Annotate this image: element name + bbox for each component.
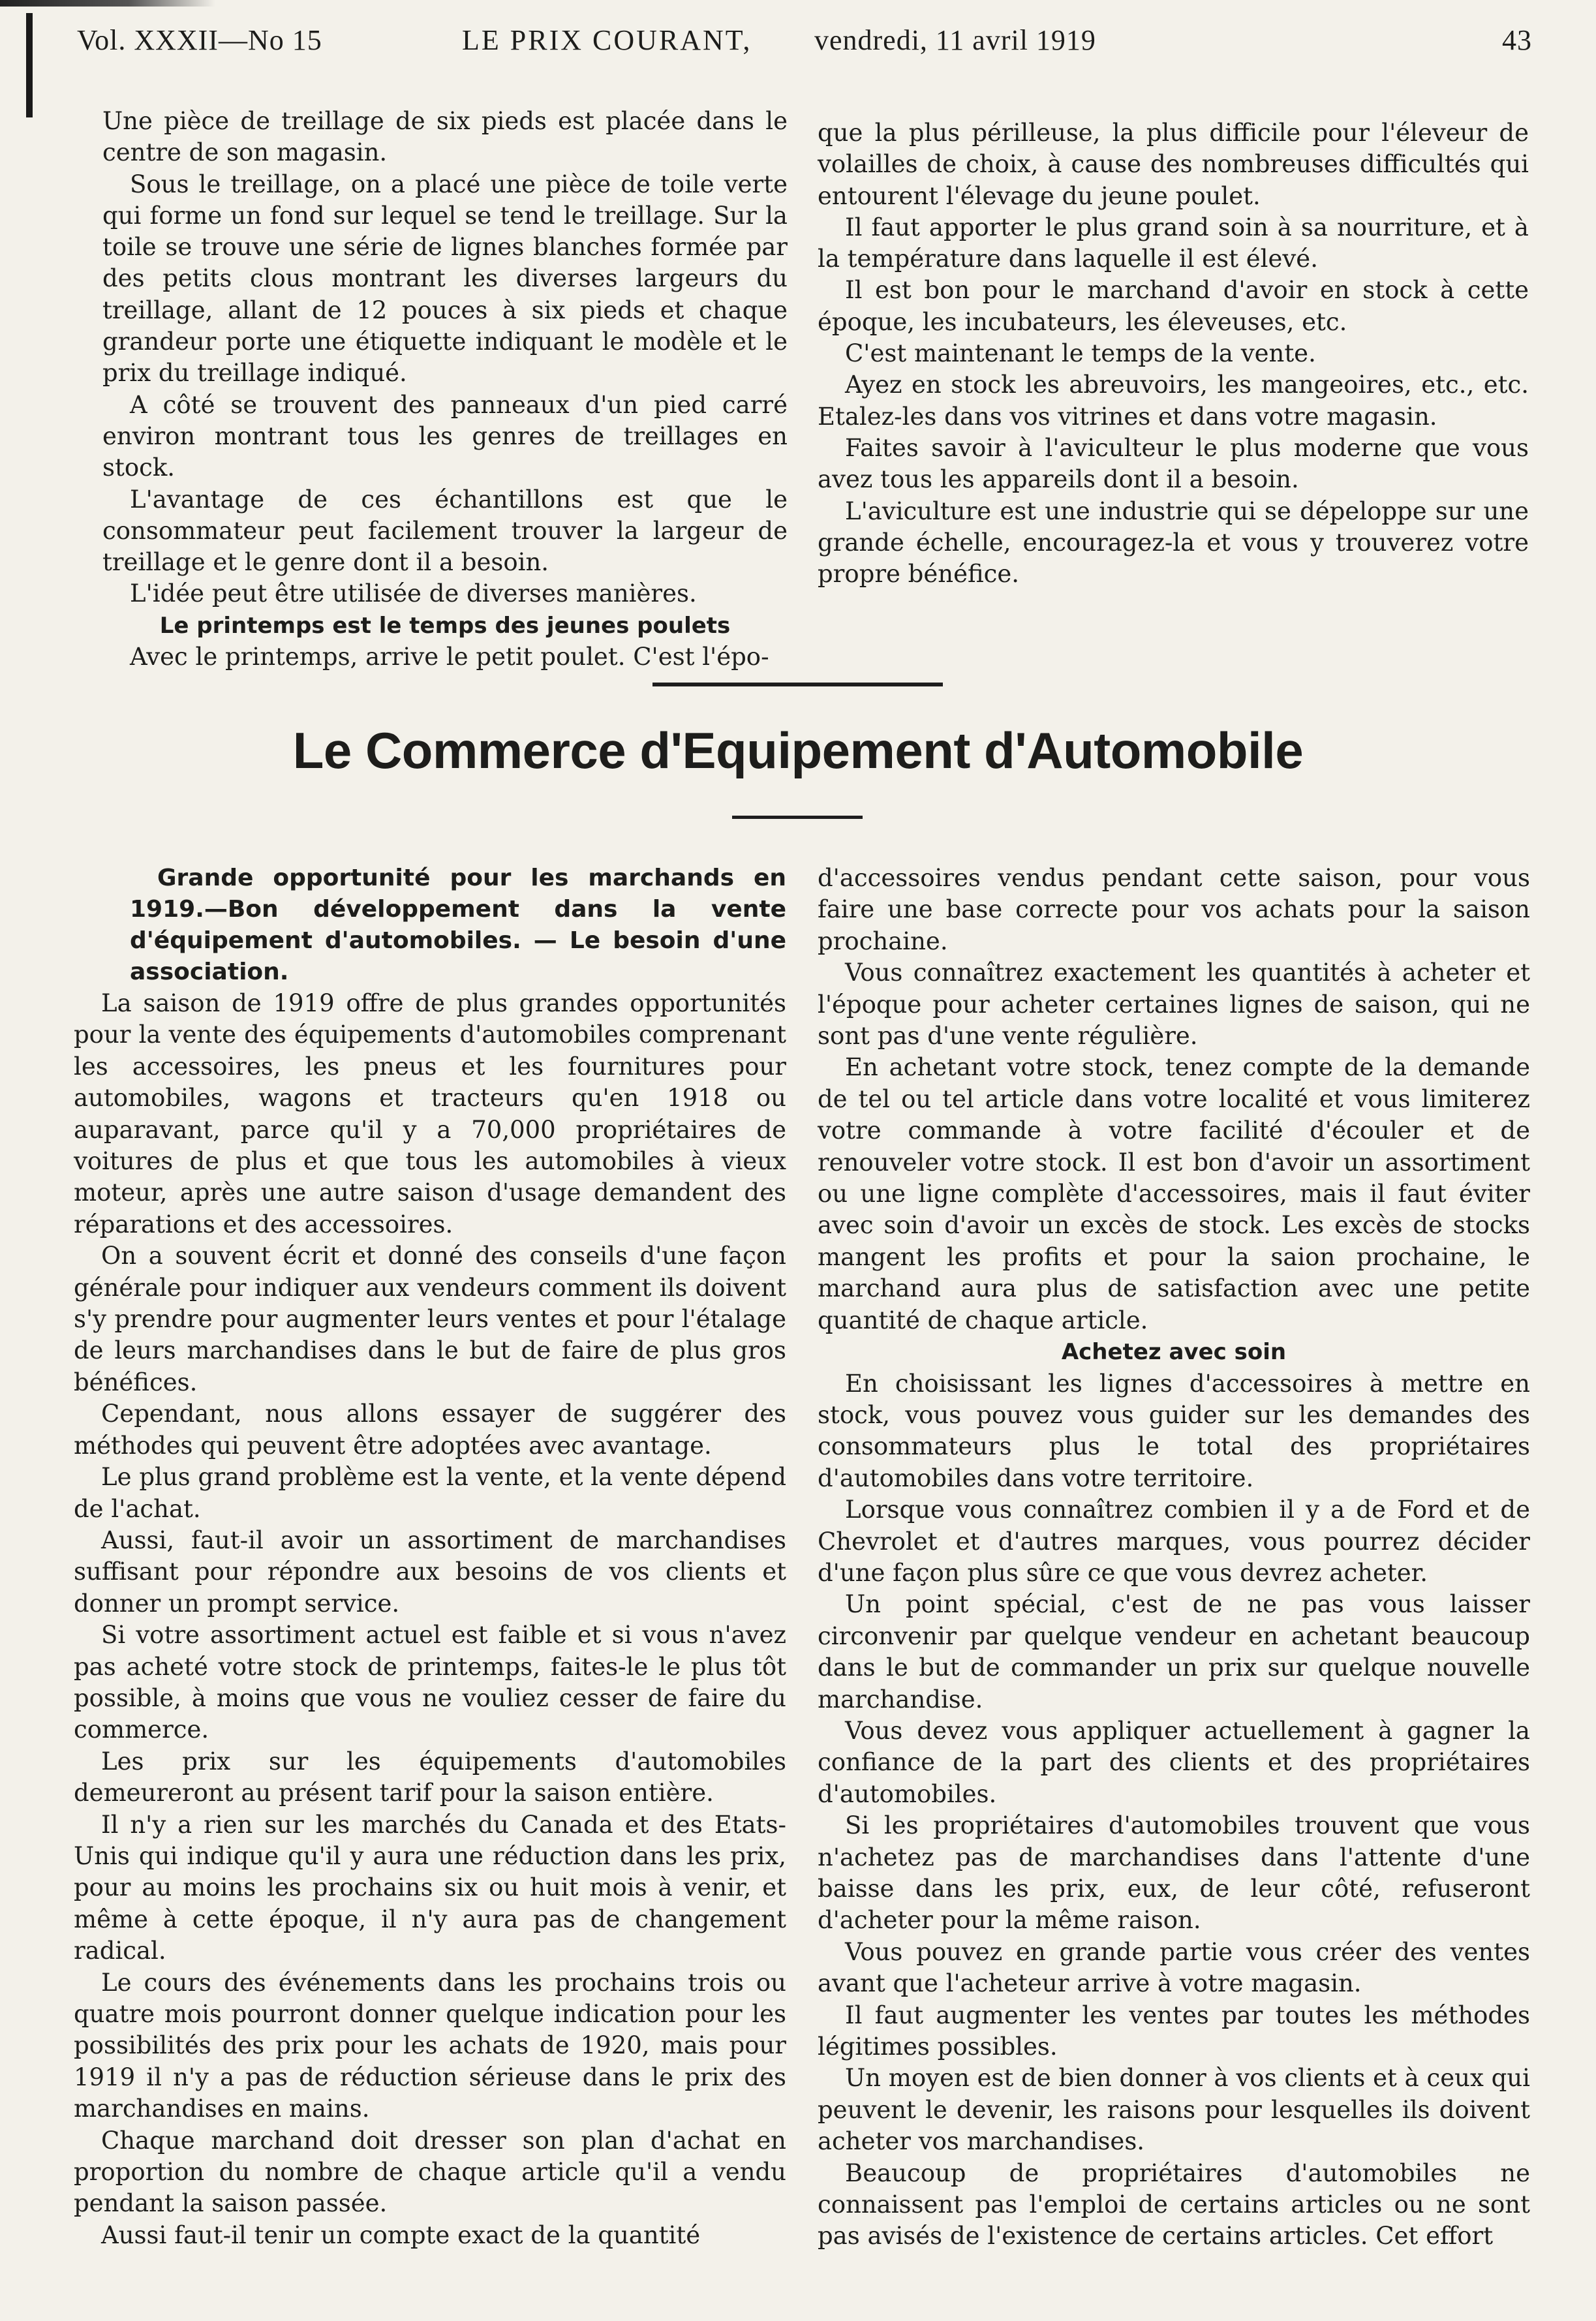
paragraph: Un moyen est de bien donner à vos clients et à ceux qui peuvent le devenir, les raisons pour lesquelles ils doivent acheter vos marchandises. <box>818 2064 1530 2156</box>
paragraph: d'accessoires vendus pendant cette saison, pour vous faire une base correcte pour vos achats pour la saison prochaine. <box>818 864 1530 955</box>
paragraph: Si les propriétaires d'automobiles trouvent que vous n'achetez pas de marchandises dans l'attente d'une baisse dans les prix, eux, de leur côté, refuseront d'acheter pour la même raison. <box>818 1811 1530 1935</box>
top-article-right-column <box>818 117 1529 590</box>
newspaper-title: LE PRIX COURANT, <box>462 24 752 56</box>
paragraph: Le cours des événements dans les prochains trois ou quatre mois pourront donner quelque indication pour les possibilités des prix pour les achats de 1920, mais pour 1919 il n'y a pas de réduction sérieuse dans le prix des marchandises en mains. <box>74 1968 786 2123</box>
paragraph: L'avantage de ces échantillons est que le consommateur peut facilement trouver la largeur de treillage et le genre dont il a besoin. <box>102 485 788 577</box>
issue-date: vendredi, 11 avril 1919 <box>814 24 1096 56</box>
paragraph: En choisissant les lignes d'accessoires à mettre en stock, vous pouvez vous guider sur les demandes des consommateurs plus le total des propriétaires d'automobiles dans votre territoire. <box>818 1369 1530 1492</box>
paragraph: Avec le printemps, arrive le petit poulet. C'est l'épo- <box>130 643 769 671</box>
main-article-left-column <box>74 863 786 2251</box>
paragraph: Aussi faut-il tenir un compte exact de la quantité <box>101 2221 701 2249</box>
paragraph: En achetant votre stock, tenez compte de la demande de tel ou tel article dans votre localité et vous limiterez votre commande à votre facilité d'écouler et de renouveler votre stock. Il est bon d'avoir un assortiment ou une ligne complète d'accessoires, mais il faut éviter avec soin d'avoir un excès de stock. Les excès de stocks mangent les profits et pour la saion prochaine, le marchand aura plus de satisfaction avec une petite quantité de chaque article. <box>818 1053 1530 1334</box>
paragraph: Une pièce de treillage de six pieds est placée dans le centre de son magasin. <box>102 107 788 167</box>
title-rule-bottom <box>732 816 863 819</box>
paragraph: Vous devez vous appliquer actuellement à gagner la confiance de la part des clients et des propriétaires d'automobiles. <box>818 1716 1530 1808</box>
paragraph: Beaucoup de propriétaires d'automobiles ne connaissent pas l'emploi de certains articles ou ne sont pas avisés de l'existence de certains articles. Cet effort <box>818 2159 1530 2251</box>
paragraph: Cependant, nous allons essayer de suggérer des méthodes qui peuvent être adoptées avec avantage. <box>74 1400 786 1460</box>
paragraph: On a souvent écrit et donné des conseils d'une façon générale pour indiquer aux vendeurs comment ils doivent s'y prendre pour augmenter leurs ventes et pour l'étalage de leurs marchandises dans le but de faire de plus gros bénéfices. <box>74 1242 786 1396</box>
page-header <box>77 23 1532 69</box>
volume-number: Vol. XXXII—No 15 <box>77 24 322 56</box>
paragraph: Aussi, faut-il avoir un assortiment de marchandises suffisant pour répondre aux besoins de vos clients et donner un prompt service. <box>74 1526 786 1618</box>
section-subheading: Achetez avec soin <box>1061 1339 1287 1366</box>
page-number: 43 <box>1502 24 1532 56</box>
paragraph: L'idée peut être utilisée de diverses manières. <box>130 579 697 608</box>
title-rule-top <box>652 683 943 686</box>
paragraph: Lorsque vous connaîtrez combien il y a de Ford et de Chevrolet et d'autres marques, vous pourrez décider d'une façon plus sûre ce que vous devrez acheter. <box>818 1496 1530 1587</box>
paragraph: que la plus périlleuse, la plus difficile pour l'éleveur de volailles de choix, à cause des nombreuses difficultés qui entourent l'élevage du jeune poulet. <box>818 119 1529 210</box>
paragraph: Le plus grand problème est la vente, et la vente dépend de l'achat. <box>74 1463 786 1523</box>
paragraph: Les prix sur les équipements d'automobiles demeureront au présent tarif pour la saison entière. <box>74 1747 786 1807</box>
paragraph: L'aviculture est une industrie qui se dépeloppe sur une grande échelle, encouragez-la et vous y trouverez votre propre bénéfice. <box>818 497 1529 589</box>
paragraph: Il faut augmenter les ventes par toutes les méthodes légitimes possibles. <box>818 2001 1530 2061</box>
main-article-right-column <box>818 863 1530 2252</box>
section-subheading: Le printemps est le temps des jeunes poulets <box>159 612 731 639</box>
article-headline: Grande opportunité pour les marchands en 1919.—Bon développement dans la vente d'équipement d'automobiles. — Le besoin d'une association. <box>130 865 786 985</box>
paragraph: Il est bon pour le marchand d'avoir en stock à cette époque, les incubateurs, les éleveuses, etc. <box>818 276 1529 336</box>
paragraph: La saison de 1919 offre de plus grandes opportunités pour la vente des équipements d'automobiles comprenant les accessoires, les pneus et les fournitures pour automobiles, wagons et tracteurs qu'en 1918 ou auparavant, parce qu'il y a 70,000 propriétaires de voitures de plus et que tous les automobiles à vieux moteur, après une autre saison d'usage demandent des réparations et des accessoires. <box>74 989 786 1238</box>
paragraph: Sous le treillage, on a placé une pièce de toile verte qui forme un fond sur lequel se tend le treillage. Sur la toile se trouve une série de lignes blanches formée par des petits clous montrant les diverses largeurs du treillage, allant de 12 pouces à six pieds et chaque grandeur porte une étiquette indiquant le modèle et le prix du treillage indiqué. <box>102 170 788 388</box>
paragraph: Un point spécial, c'est de ne pas vous laisser circonvenir par quelque vendeur en achetant beaucoup dans le but de commander un prix sur quelque nouvelle marchandise. <box>818 1590 1530 1714</box>
margin-bar <box>26 13 33 117</box>
paragraph: A côté se trouvent des panneaux d'un pied carré environ montrant tous les genres de treillages en stock. <box>102 390 788 482</box>
paragraph: Vous pouvez en grande partie vous créer des ventes avant que l'acheteur arrive à votre magasin. <box>818 1937 1530 1998</box>
paragraph: Il faut apporter le plus grand soin à sa nourriture, et à la température dans laquelle il est élevé. <box>818 213 1529 273</box>
paragraph: Ayez en stock les abreuvoirs, les mangeoires, etc., etc. Etalez-les dans vos vitrines et dans votre magasin. <box>818 371 1529 431</box>
top-article-left-column <box>102 106 788 673</box>
article-title: Le Commerce d'Equipement d'Automobile <box>292 722 1304 779</box>
paragraph: Il n'y a rien sur les marchés du Canada et des Etats-Unis qui indique qu'il y aura une réduction dans les prix, pour au moins les prochains six ou huit mois à venir, et même à cette époque, il n'y aura pas de changement radical. <box>74 1810 786 1965</box>
paragraph: Si votre assortiment actuel est faible et si vous n'avez pas acheté votre stock de printemps, faites-le le plus tôt possible, à moins que vous ne vouliez cesser de faire du commerce. <box>74 1621 786 1744</box>
paragraph: Faites savoir à l'aviculteur le plus moderne que vous avez tous les appareils dont il a besoin. <box>818 433 1529 494</box>
print-scratch <box>0 0 215 7</box>
paragraph: Vous connaîtrez exactement les quantités à acheter et l'époque pour acheter certaines lignes de saison, qui ne sont pas d'une vente régulière. <box>818 959 1530 1051</box>
paragraph: Chaque marchand doit dresser son plan d'achat en proportion du nombre de chaque article qu'il a vendu pendant la saison passée. <box>74 2126 786 2218</box>
paragraph: C'est maintenant le temps de la vente. <box>845 339 1316 368</box>
